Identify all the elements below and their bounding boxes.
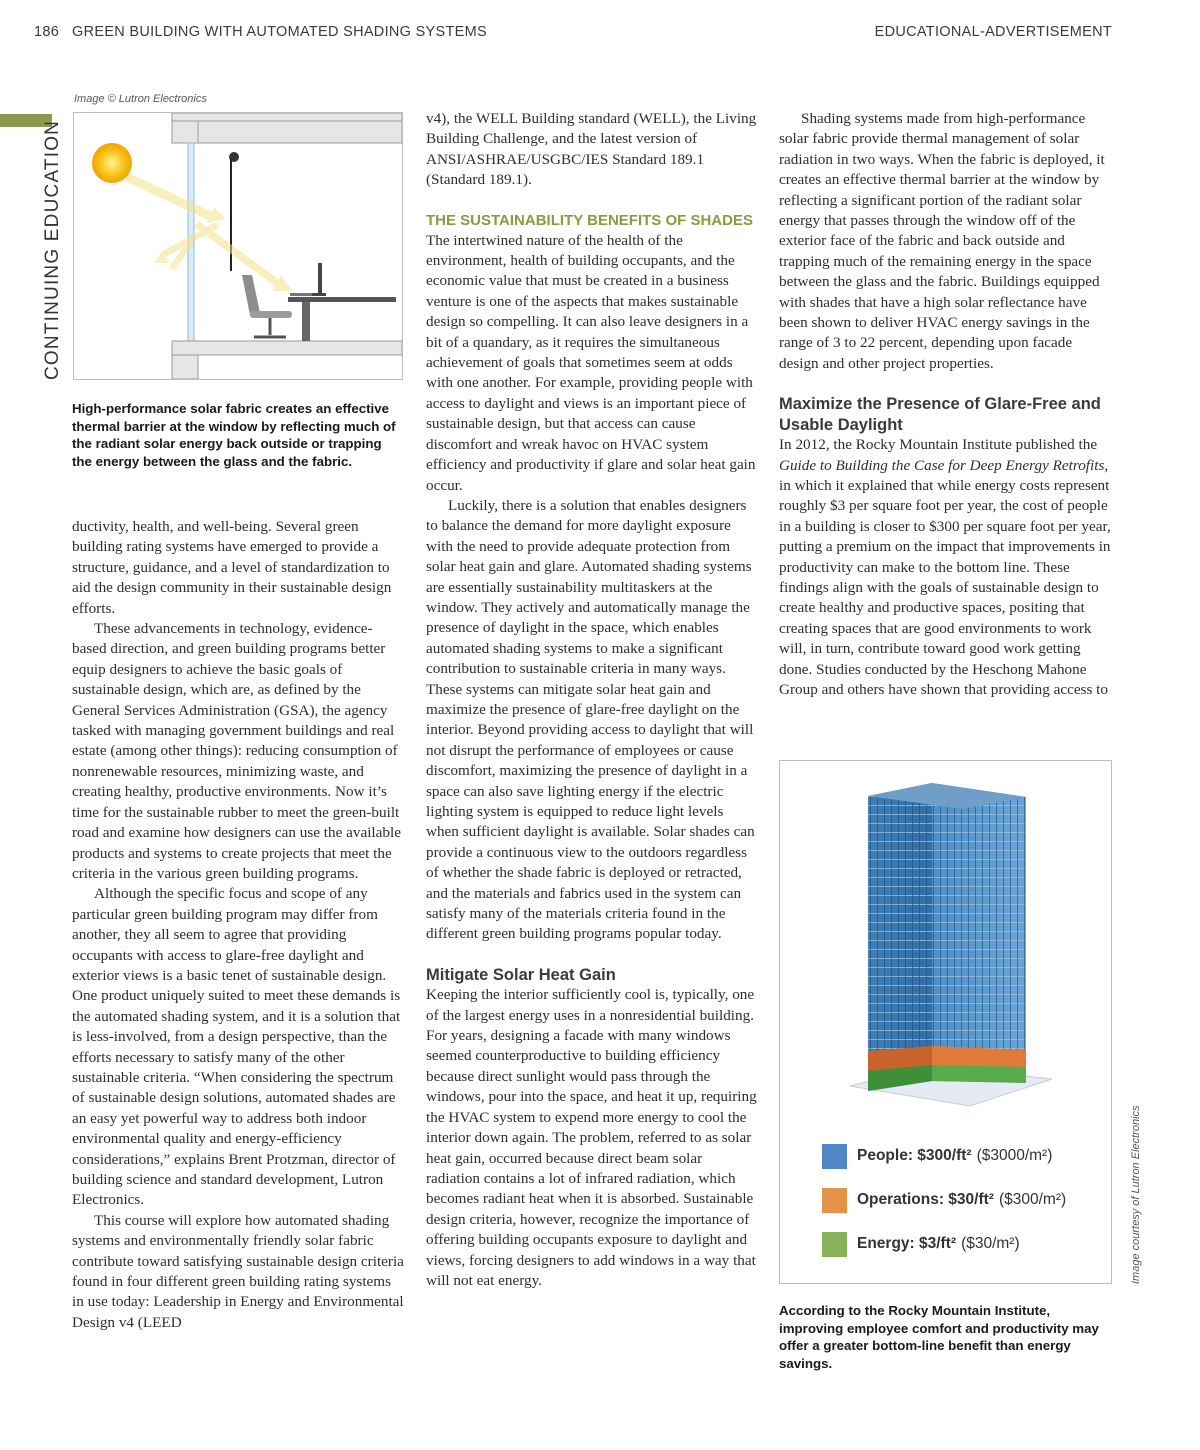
legend-label: People: $300/ft²: [857, 1147, 972, 1164]
text-column-3: [779, 109, 1111, 700]
solar-ray-arrows: [125, 173, 292, 291]
building-cost-figure: [779, 760, 1112, 1284]
legend-item-people: [822, 1143, 1052, 1169]
text-run: In 2012, the Rocky Mountain Institute published the: [779, 436, 1098, 454]
text-column-1: [72, 517, 404, 1333]
subsection-heading: Maximize the Presence of Glare-Free and Usable Daylight: [779, 395, 1101, 434]
paragraph: Luckily, there is a solution that enables designers to balance the demand for more daylight exposure with the need to provide adequate protection from solar heat gain and glare. Automated shading systems are essentially sustainability multitaskers at the window. They actively and automatically manage the presence of daylight in the space, which enables automated shading systems to make a significant contribution to sustainable criteria in many ways. These systems can mitigate solar heat gain and maximize the presence of glare-free daylight on the interior. Beyond providing access to daylight that will not disrupt the performance of employees or cause discomfort, maximizing the presence of daylight in a space can also save lighting energy if the electric lighting system is equipped to reduce light levels when sufficient daylight is available. Solar shades can provide a continuous view to the outdoors regardless of whether the shade fabric is deployed or retracted, and the materials and fabrics used in the system can satisfy many of the materials criteria found in the different green building programs popular today.: [426, 496, 755, 943]
running-title: GREEN BUILDING WITH AUTOMATED SHADING SYSTEMS: [72, 24, 487, 40]
paragraph: [779, 435, 1111, 700]
keyboard: [290, 293, 312, 296]
desk-leg: [302, 302, 310, 341]
subsection-heading: Mitigate Solar Heat Gain: [426, 965, 616, 984]
legend-metric: ($300/m²): [998, 1191, 1067, 1208]
legend-item-energy: [822, 1231, 1020, 1257]
window-section-drawing: [74, 113, 402, 379]
ceiling-slab: [172, 113, 402, 121]
paragraph: These advancements in technology, evidence-based direction, and green building programs better equip designers to achieve the basic goals of sustainable design, which are, as defined by the General Services Administration (GSA), the agency tasked with managing government buildings and real estate (among other things): reducing consumption of nonrenewable resources, minimizing waste, and creating healthy, productive environments. Now it’s time for the sustainable rubber to meet the green-built road and examine how designers can use the available products and systems to create projects that meet the criteria in the various green building programs.: [72, 620, 401, 882]
legend-swatch: [822, 1144, 847, 1169]
section-label: EDUCATIONAL-ADVERTISEMENT: [874, 24, 1112, 40]
legend-metric: ($3000/m²): [976, 1147, 1053, 1164]
paragraph: v4), the WELL Building standard (WELL), the Living Building Challenge, and the latest version of ANSI/ASHRAE/USGBC/IES Standard 189.1 (Standard 189.1).: [426, 110, 757, 189]
legend-swatch: [822, 1232, 847, 1257]
paragraph: This course will explore how automated shading systems and environmentally friendly solar fabric contribute toward satisfying sustainable design criteria found in four different green building rating systems in use today: Leadership in Energy and Environmental Design v4 (LEED: [72, 1211, 404, 1331]
ceiling-beam: [198, 121, 402, 143]
page-number: 186: [34, 24, 60, 40]
window-head: [172, 121, 198, 143]
paragraph: Shading systems made from high-performance solar fabric provide thermal management of solar radiation in two ways. When the fabric is deployed, it creates an effective thermal barrier at the window by reflecting a significant portion of the radiant solar energy that passes through the window off of the exterior face of the fabric and back outside and trapping much of the remaining energy in the space between the glass and the fabric. Buildings equipped with shades that have a high solar reflectance have been shown to deliver HVAC energy savings in the range of 3 to 22 percent, depending upon facade design and other project properties.: [779, 110, 1105, 372]
solar-fabric-illustration: [73, 112, 403, 380]
monitor-icon: [318, 263, 322, 295]
paragraph: Keeping the interior sufficiently cool is, typically, one of the largest energy uses in a nonresidential building. For years, designing a facade with many windows seemed counterproductive to building efficiency because direct sunlight would pass through the windows, pour into the space, and heat it up, requiring the HVAC system to expend more energy to cool the interior down again. The problem, referred to as solar heat gain, occurred because direct beam solar radiation contains a lot of infrared radiation, which becomes radiant heat when it is absorbed. Sustainable design criteria, however, recognize the importance of offering building occupants exposure to daylight and views, forcing designers to add windows in a way that will not eat energy.: [426, 986, 757, 1289]
publication-title: Guide to Building the Case for Deep Energy Retrofits: [779, 456, 1105, 474]
floor-slab: [172, 341, 402, 355]
desk-top: [288, 297, 396, 302]
paragraph: Although the specific focus and scope of any particular green building program may differ from another, they all seem to agree that providing occupants with access to glare-free daylight and exterior views is a basic tenet of sustainable design. One product uniquely suited to meet these demands is the automated shading system, and it is a solution that is less-involved, from a design perspective, than the efforts necessary to satisfy many of the other sustainable criteria. “When considering the spectrum of sustainable design solutions, automated shades are an easy yet powerful way to address both indoor environmental quality and energy-efficiency considerations,” explains Brent Protzman, director of building science and standard development, Lutron Electronics.: [72, 885, 401, 1209]
tower-right-windows: [932, 783, 1026, 1083]
figure2-credit: Image courtesy of Lutron Electronics: [1130, 1105, 1142, 1284]
legend-item-operations: [822, 1187, 1066, 1213]
monitor-base: [312, 293, 326, 296]
legend-label: Operations: $30/ft²: [857, 1191, 994, 1208]
side-section-label: CONTINUING EDUCATION: [42, 119, 63, 380]
energy-band-right: [932, 1065, 1026, 1083]
page-header: [34, 24, 1112, 46]
figure1-caption: High-performance solar fabric creates an effective thermal barrier at the window by reflecting much of the radiant solar energy back outside or trapping the energy between the glass and the fabric.: [72, 401, 396, 469]
window-sill: [172, 355, 198, 379]
sun-icon: [92, 143, 132, 183]
section-heading: THE SUSTAINABILITY BENEFITS OF SHADES: [426, 211, 753, 229]
legend-label: Energy: $3/ft²: [857, 1235, 957, 1252]
legend-swatch: [822, 1188, 847, 1213]
legend-metric: ($30/m²): [961, 1235, 1020, 1252]
figure1-credit: Image © Lutron Electronics: [74, 93, 207, 105]
paragraph: ductivity, health, and well-being. Several green building rating systems have emerged to provide a structure, guidance, and a level of standardization to aid the design community in their sustainable design efforts.: [72, 518, 392, 617]
paragraph: The intertwined nature of the health of the environment, health of building occupants, and the economic value that must be created in a business venture is one of the aspects that makes sustainable design so compelling. It can also leave designers in a bit of a quandary, as it requires the simultaneous achievement of goals that sometimes seem at odds with one another. For example, providing people with access to daylight and views is an important piece of sustainable design, but that access can cause discomfort and wreak havoc on HVAC system efficiency and productivity if glare and solar heat gain occur.: [426, 231, 756, 494]
text-column-2: [426, 109, 758, 1291]
chair-seat: [250, 311, 292, 318]
figure2-caption: According to the Rocky Mountain Institute, improving employee comfort and productivity may offer a greater bottom-line benefit than energy savings.: [779, 1303, 1099, 1371]
chair-back: [242, 275, 260, 315]
text-run: , in which it explained that while energy costs represent roughly $3 per square foot per year, the cost of people in a building is closer to $300 per square foot per year, putting a premium on the impact that improvements in productivity can make to the bottom line. These findings align with the goals of sustainable design to create healthy and productive spaces, positing that creating spaces that are good environments to work will, in turn, contribute toward good work getting done. Studies conducted by the Heschong Mahone Group and others have shown that providing access to: [779, 456, 1111, 698]
tower-left-windows: [868, 783, 932, 1091]
